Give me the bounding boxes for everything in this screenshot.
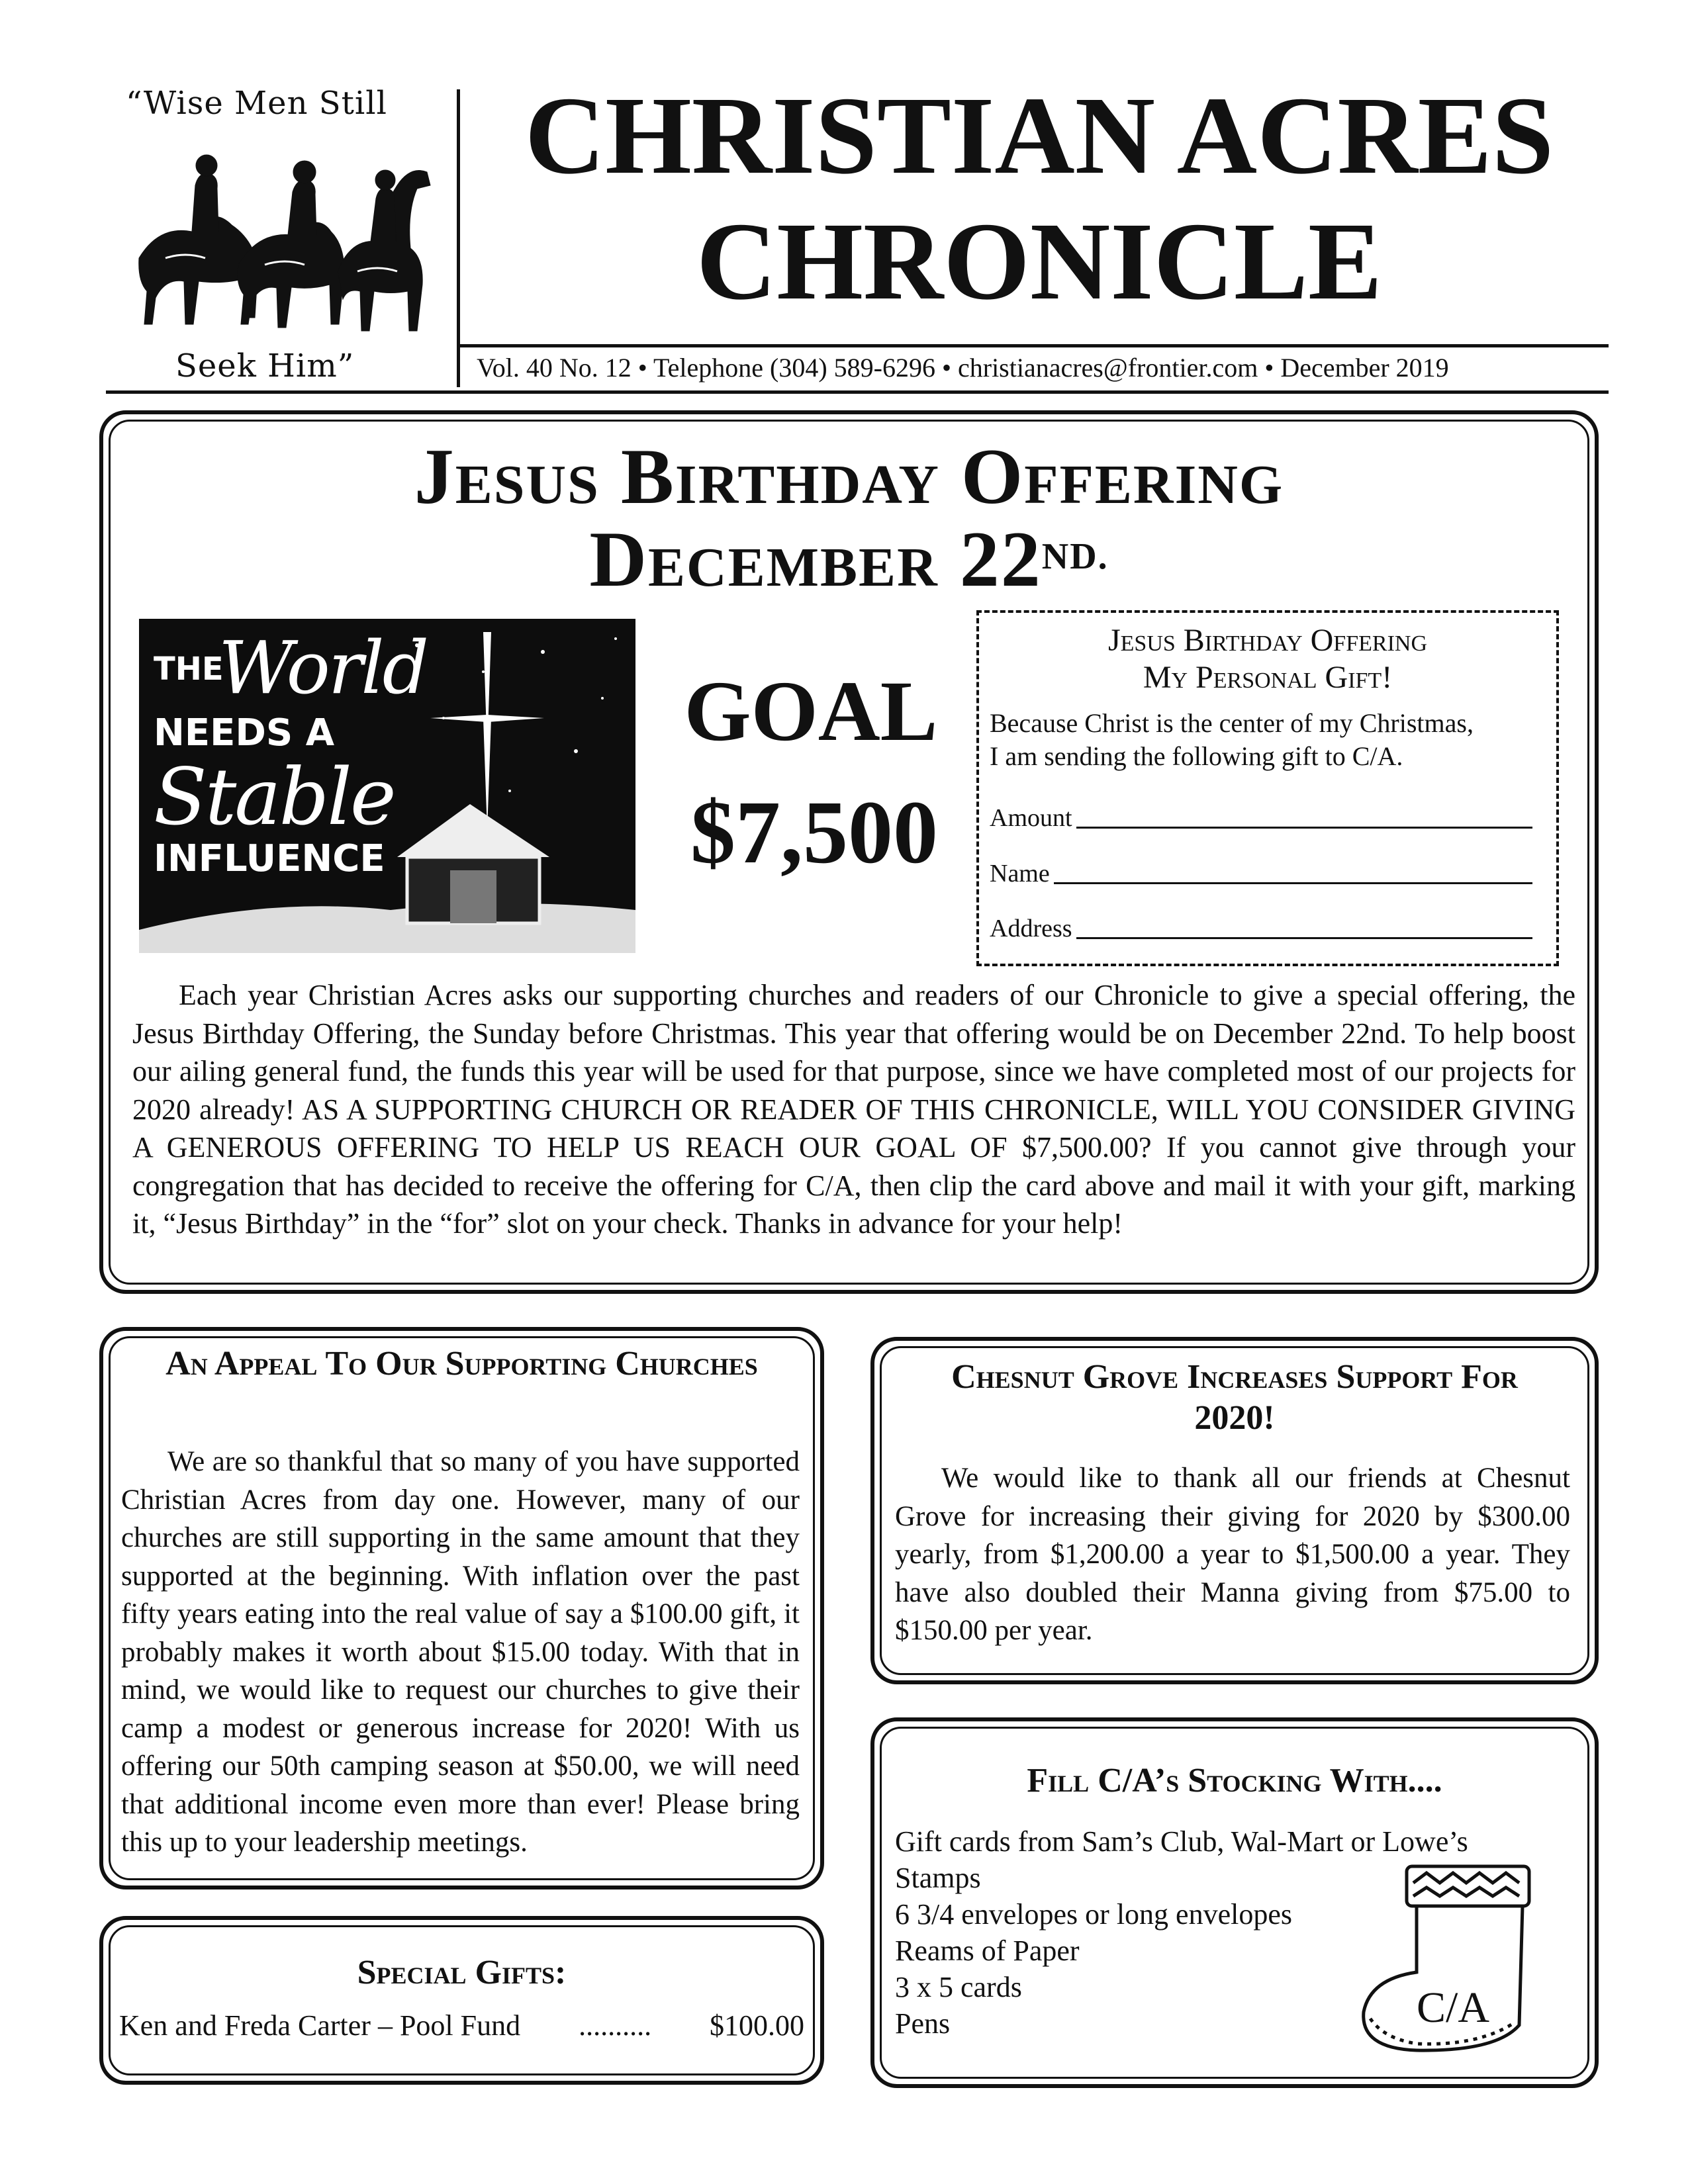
poster-word-the: THE	[154, 651, 224, 688]
list-item: Reams of Paper	[895, 1934, 1080, 1967]
address-line[interactable]	[1076, 937, 1532, 939]
newsletter-title-line2: CHRONICLE	[696, 200, 1383, 323]
offering-heading-line1	[99, 432, 1599, 520]
list-item: 6 3/4 envelopes or long envelopes	[895, 1898, 1292, 1931]
gift-card-text-line2: I am sending the following gift to C/A.	[990, 741, 1403, 771]
masthead-rule-bottom	[106, 390, 1609, 394]
address-field[interactable]	[990, 890, 1532, 944]
address-label: Address	[990, 915, 1072, 942]
amount-field[interactable]	[990, 780, 1532, 834]
name-line[interactable]	[1054, 882, 1532, 884]
motto-bottom: Seek Him”	[175, 347, 355, 385]
appeal-body: We are so thankful that so many of you have supported Christian Acres from day one. However, many of our churches are still supporting in the same amount that they supported at the beginning. With inflation over the past fifty years eating into the real value of say a $100.00 gift, it probably makes it worth about $15.00 today. With that in mind, we would like to request our churches to give their camp a modest or generous increase for 2020! With us offering our 50th camping season at $50.00, we will need that additional income even more than ever! Please bring this up to your leadership meetings.	[121, 1446, 800, 1858]
stocking-label: C/A	[1416, 1983, 1490, 2032]
goal-amount: $7,500	[690, 783, 938, 882]
stable-influence-poster	[139, 619, 635, 953]
masthead-divider	[457, 89, 460, 387]
issue-info: Vol. 40 No. 12 • Telephone (304) 589-6296 • christianacres@frontier.com • December 2019	[477, 353, 1449, 383]
chesnut-title: Chesnut Grove Increases Support For 2020!	[951, 1358, 1518, 1437]
motto-top: “Wise Men Still	[126, 85, 387, 122]
poster-word-influence: INFLUENCE	[154, 837, 385, 880]
special-gift-amount: $100.00	[710, 2009, 804, 2042]
list-item: 3 x 5 cards	[895, 1971, 1022, 2003]
special-gifts-box	[99, 1916, 824, 2085]
poster-word-needs-a: NEEDS A	[154, 711, 335, 754]
gift-card-title-line1: Jesus Birthday Offering	[1107, 623, 1427, 658]
offering-heading-suffix: ND.	[1041, 536, 1109, 577]
christmas-stocking-icon	[1344, 1860, 1556, 2058]
chesnut-body: We would like to thank all our friends at Chesnut Grove for increasing their giving for 2020 by $300.00 yearly, from $1,200.00 a year to $1,500.00 a year. They have also doubled their Manna giving from $75.00 to $150.00 per year.	[895, 1463, 1570, 1646]
poster-word-stable: Stable	[154, 751, 395, 842]
wise-men-camels-illustration	[119, 126, 450, 338]
offering-heading-line2	[99, 515, 1599, 603]
masthead-rule-top	[457, 344, 1609, 347]
newsletter-title-line1: CHRISTIAN ACRES	[524, 74, 1554, 197]
special-gift-name: Ken and Freda Carter – Pool Fund	[119, 2009, 521, 2042]
gift-card-text-line1: Because Christ is the center of my Christmas,	[990, 708, 1474, 738]
list-item: Stamps	[895, 1862, 981, 1894]
special-gift-leader: ..........	[579, 2009, 652, 2042]
goal-label: GOAL	[684, 664, 938, 759]
amount-label: Amount	[990, 804, 1072, 832]
appeal-title: An Appeal To Our Supporting Churches	[165, 1345, 758, 1383]
gift-card-title-line2: My Personal Gift!	[1143, 660, 1393, 695]
name-label: Name	[990, 860, 1050, 887]
offering-body: Each year Christian Acres asks our supporting churches and readers of our Chronicle to give a special offering, the Jesus Birthday Offering, the Sunday before Christmas. This year that offering would be on December 22nd. To help boost our ailing general fund, the funds this year will be used for that purpose, since we have completed most of our projects for 2020 already! AS A SUPPORTING CHURCH OR READER OF THIS CHRONICLE, WILL YOU CONSIDER GIVING A GENEROUS OFFERING TO HELP US REACH OUR GOAL OF $7,500.00? If you cannot give through your congregation that has decided to receive the offering for C/A, then clip the card above and mail it with your gift, marking it, “Jesus Birthday” in the “for” slot on your check. Thanks in advance for your help!	[132, 979, 1575, 1240]
list-item: Pens	[895, 2007, 951, 2040]
poster-word-world: World	[218, 625, 427, 710]
stocking-title: Fill C/A’s Stocking With....	[1027, 1762, 1442, 1799]
offering-heading-date: December 22	[589, 515, 1042, 603]
special-gifts-title: Special Gifts:	[357, 1954, 567, 1991]
offering-heading-text: Jesus Birthday Offering	[414, 432, 1284, 520]
name-field[interactable]	[990, 835, 1532, 889]
amount-line[interactable]	[1076, 827, 1532, 829]
list-item: Gift cards from Sam’s Club, Wal-Mart or Lowe’s	[895, 1825, 1468, 1858]
special-gift-entry	[119, 2009, 804, 2042]
